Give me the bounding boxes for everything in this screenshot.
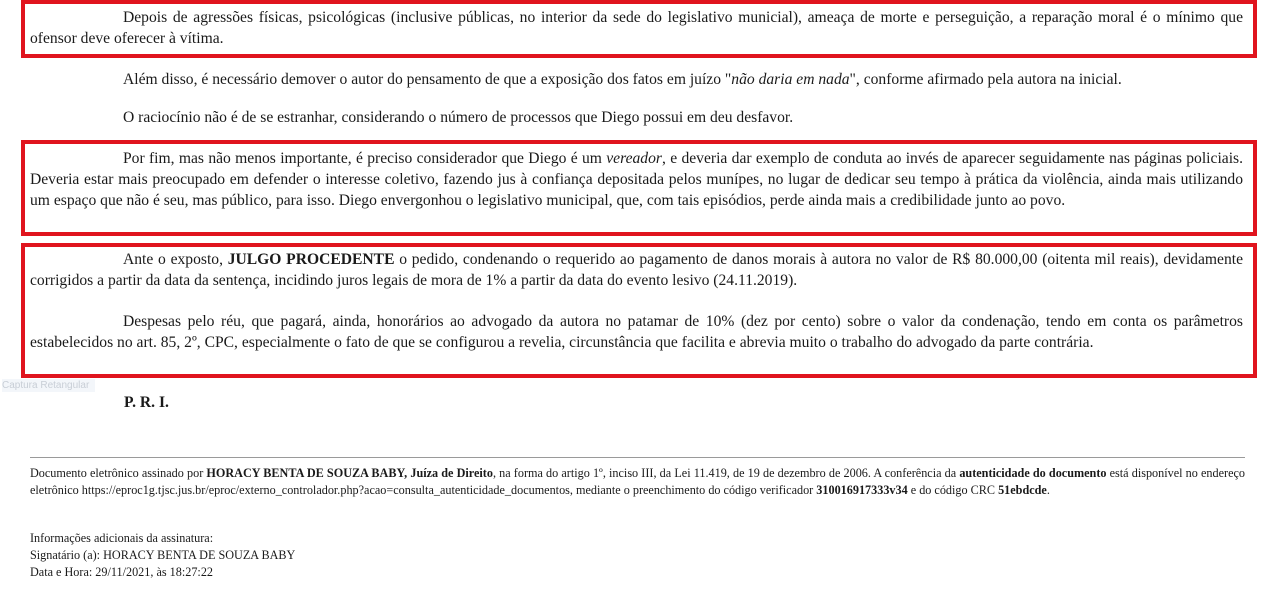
paragraph-raciocinio bbox=[30, 107, 1243, 128]
paragraph-despesas-text: Despesas pelo réu, que pagará, ainda, honorários ao advogado da autora no patamar de 10% (dez por cento) sobre o valor da condenação, tendo em conta os parâmetros estabelecidos no art. 85, 2º, CPC, especialmente o fato de que se configurou a revelia, circunstância que facilita e abrevia muito o trabalho do advogado da parte contrária. bbox=[30, 313, 1243, 351]
footer-separator bbox=[30, 457, 1245, 458]
paragraph-aggression bbox=[30, 7, 1243, 49]
paragraph-despesas bbox=[30, 311, 1243, 353]
signature-text-a: Documento eletrônico assinado por bbox=[30, 466, 207, 480]
verification-code: 310016917333v34 bbox=[816, 483, 908, 497]
paragraph-vereador-text-a: Por fim, mas não menos importante, é preciso considerador que Diego é um bbox=[123, 150, 607, 167]
capture-overlay-label: Captura Retangular bbox=[2, 379, 95, 392]
authenticity-label: autenticidade do documento bbox=[959, 466, 1107, 480]
signature-info-title: Informações adicionais da assinatura: bbox=[30, 531, 214, 545]
signature-text-b: , na forma do artigo 1º, inciso III, da Lei 11.419, de 19 de dezembro de 2006. A conferência da bbox=[492, 466, 960, 480]
paragraph-demover bbox=[30, 69, 1243, 90]
paragraph-raciocinio-text: O raciocínio não é de se estranhar, considerando o número de processos que Diego possui em deu desfavor. bbox=[123, 109, 794, 126]
paragraph-vereador-text-b: , e deveria dar exemplo de conduta ao invés de aparecer seguidamente nas páginas policiais. Deveria estar mais preocupado em defender o interesse coletivo, fazendo jus à confiança depositada pelos munípes, no lugar de dedicar seu tempo à prática da violência, ainda mais utilizando um espaço que não é seu, mas público, para isso. Diego envergonhou o legislativo municipal, que, com tais episódios, perde ainda mais a credibilidade junto ao povo. bbox=[30, 150, 1243, 209]
paragraph-demover-italic: não daria em nada bbox=[731, 71, 850, 88]
paragraph-julgo-text-a: Ante o exposto, bbox=[123, 251, 228, 268]
paragraph-julgo-text-b: o pedido, condenando o requerido ao pagamento de danos morais à autora no valor de R$ 80.000,00 (oitenta mil reais), devidamente corrigidos a partir da data da sentença, incidindo juros legais de mora de 1% a partir da data do evento lesivo (24.11.2019). bbox=[30, 251, 1244, 289]
paragraph-vereador-italic: vereador bbox=[606, 150, 662, 167]
signature-text-d: e do código CRC bbox=[907, 483, 999, 497]
pri-closing: P. R. I. bbox=[124, 394, 169, 411]
signature-block bbox=[30, 465, 1245, 499]
datetime-line: Data e Hora: 29/11/2021, às 18:27:22 bbox=[30, 565, 214, 579]
paragraph-aggression-text: Depois de agressões físicas, psicológicas (inclusive públicas, no interior da sede do legislativo municial), ameaça de morte e perseguição, a reparação moral é o mínimo que ofensor deve oferecer à vítima. bbox=[30, 9, 1243, 47]
paragraph-julgo-bold: JULGO PROCEDENTE bbox=[227, 251, 395, 268]
signatory-line: Signatário (a): HORACY BENTA DE SOUZA BABY bbox=[30, 548, 296, 562]
signature-text-e: . bbox=[1046, 483, 1050, 497]
paragraph-demover-text-b: ", conforme afirmado pela autora na inicial. bbox=[849, 71, 1122, 88]
crc-code: 51ebdcde bbox=[998, 483, 1047, 497]
paragraph-vereador bbox=[30, 148, 1243, 211]
signer-name: HORACY BENTA DE SOUZA BABY, Juíza de Direito bbox=[206, 466, 493, 480]
signature-text-c: está disponível no endereço eletrônico https://eproc1g.tjsc.jus.br/eproc/externo_controlador.php?acao=consulta_autenticidade_documentos, mediante o preenchimento do código verificador bbox=[30, 466, 1245, 497]
paragraph-demover-text-a: Além disso, é necessário demover o autor do pensamento de que a exposição dos fatos em juízo " bbox=[123, 71, 732, 88]
paragraph-julgo-procedente bbox=[30, 249, 1243, 291]
